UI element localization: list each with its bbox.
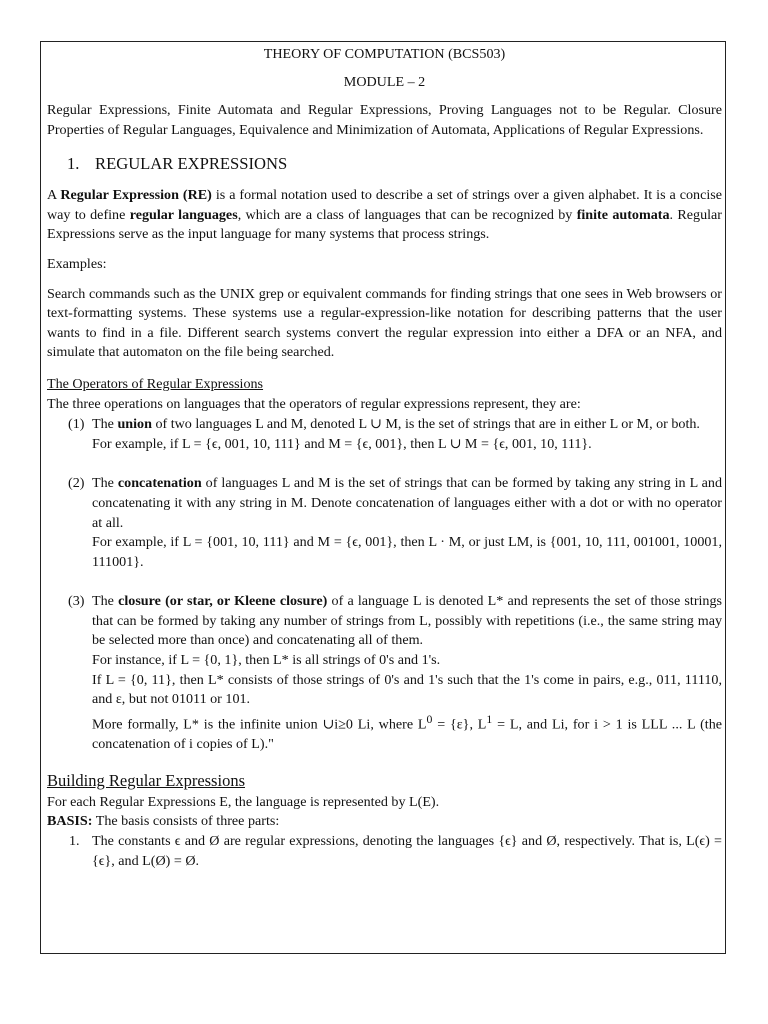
- text-run: of languages L and M is the set of strings that can be formed by taking any string in L and concatenating it with any string in M. Denote concatenation of languages either with a dot or with no operator at all.: [92, 475, 722, 531]
- concatenation-definition: [92, 474, 722, 533]
- list-marker: 1.: [69, 832, 80, 849]
- union-definition: [92, 415, 722, 435]
- section-number: 1.: [67, 154, 80, 174]
- list-marker: (3): [68, 593, 85, 610]
- term-kleene-closure: closure (or star, or Kleene closure): [118, 593, 328, 610]
- operators-intro: The three operations on languages that the operators of regular expressions represent, they are:: [47, 395, 581, 412]
- text-run: of two languages L and M, denoted L ∪ M, is the set of strings that are in either L or M, or both.: [151, 416, 700, 433]
- text-run: = {ε}, L: [432, 716, 487, 733]
- list-item-union: [47, 415, 722, 454]
- document-body: [47, 41, 722, 871]
- re-definition-paragraph: [47, 186, 722, 245]
- closure-definition: [92, 592, 722, 651]
- section-title: REGULAR EXPRESSIONS: [95, 154, 288, 174]
- basis-item-1: [47, 832, 722, 871]
- concatenation-example: For example, if L = {001, 10, 111} and M = {ϵ, 001}, then L · M, or just LM, is {001, 10, 111, 001001, 10001, 111001}.: [92, 534, 722, 570]
- list-item-closure: [47, 592, 722, 754]
- text-run: . Regular Expressions serve as the input language for many systems that process strings.: [47, 206, 722, 243]
- basis-item-1-text: The constants ϵ and Ø are regular expressions, denoting the languages {ϵ} and Ø, respectively. That is, L(ϵ) = {ϵ}, and L(Ø) = Ø.: [92, 832, 722, 869]
- text-run: More formally, L* is the infinite union ∪i≥0 Li, where L: [92, 716, 427, 733]
- term-finite-automata: finite automata: [576, 206, 670, 223]
- list-marker: (1): [68, 416, 85, 433]
- text-run: of a language L is denoted L* and represents the set of those strings that can be formed by taking any number of strings from L, possibly with repetitions (i.e., the same string may be selected more than once) and concatenating all of them.: [92, 593, 723, 649]
- examples-label: Examples:: [47, 255, 107, 272]
- term-regular-expression: Regular Expression (RE): [60, 187, 212, 204]
- course-title: THEORY OF COMPUTATION (BCS503): [263, 46, 506, 62]
- examples-paragraph: Search commands such as the UNIX grep or equivalent commands for finding strings that one sees in Web browsers or text-formatting systems. These systems use a regular-expression-like notation for describing patterns that the user wants to find in a file. Different search systems convert the regular expression into either a DFA or an NFA, and simulate that automaton on the file being searched.: [47, 285, 722, 361]
- term-concatenation: concatenation: [117, 475, 202, 492]
- basis-line: [47, 812, 722, 832]
- operators-heading: The Operators of Regular Expressions: [47, 375, 264, 392]
- term-regular-languages: regular languages: [129, 206, 238, 223]
- term-union: union: [117, 416, 152, 433]
- module-title: MODULE – 2: [343, 74, 426, 90]
- text-run: = L, and Li, for i > 1 is LLL ... L (the concatenation of i copies of L).": [92, 716, 722, 753]
- list-item-concatenation: [47, 474, 722, 572]
- text-run: The: [92, 475, 118, 492]
- text-run: The: [92, 593, 119, 610]
- text-run: is a formal notation used to describe a set of strings over a given alphabet. It is a concise way to define: [47, 187, 723, 223]
- basis-label: BASIS:: [47, 813, 93, 830]
- text-run: A: [47, 187, 61, 204]
- section-heading-regular-expressions: [67, 154, 722, 176]
- building-intro: For each Regular Expressions E, the language is represented by L(E).: [47, 793, 440, 810]
- closure-instance-1: For instance, if L = {0, 1}, then L* is all strings of 0's and 1's.: [92, 652, 441, 669]
- text-run: The basis consists of three parts:: [92, 813, 280, 830]
- superscript: 1: [486, 712, 493, 726]
- operators-list: [47, 415, 722, 755]
- building-heading: Building Regular Expressions: [47, 770, 245, 790]
- union-example: For example, if L = {ϵ, 001, 10, 111} and M = {ϵ, 001}, then L ∪ M = {ϵ, 001, 10, 111}.: [92, 435, 592, 452]
- superscript: 0: [426, 712, 433, 726]
- text-run: , which are a class of languages that can be recognized by: [237, 206, 577, 223]
- text-run: The: [92, 416, 118, 433]
- module-syllabus: Regular Expressions, Finite Automata and Regular Expressions, Proving Languages not to be Regular. Closure Properties of Regular Languages, Equivalence and Minimization of Automata, Applications of Regular Expressions.: [47, 102, 722, 138]
- closure-instance-2: If L = {0, 11}, then L* consists of those strings of 0's and 1's such that the 1's come in pairs, e.g., 011, 11110, and ε, but not 01011 or 101.: [92, 671, 722, 708]
- closure-formal-definition: [92, 710, 722, 755]
- list-marker: (2): [68, 475, 85, 492]
